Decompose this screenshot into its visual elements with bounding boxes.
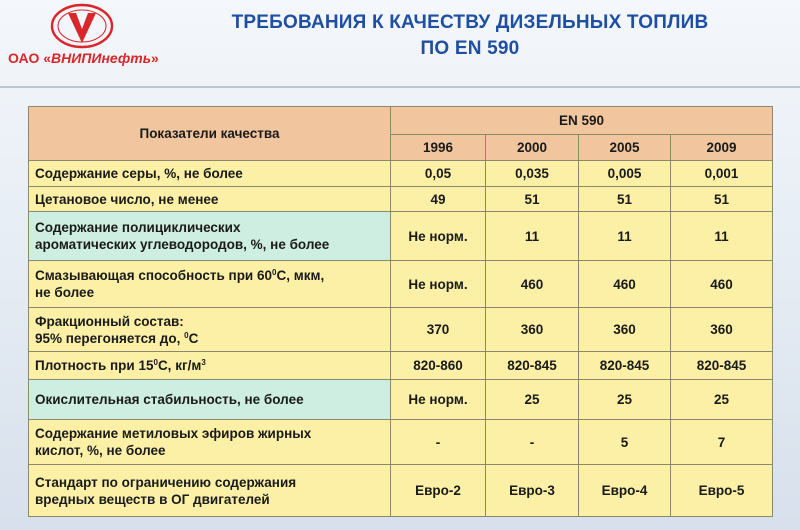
- table-cell: 5: [579, 420, 671, 465]
- table-cell: 0,005: [579, 161, 671, 187]
- table-cell: Евро-3: [486, 465, 579, 517]
- title-line-1: ТРЕБОВАНИЯ К КАЧЕСТВУ ДИЗЕЛЬНЫХ ТОПЛИВ: [231, 12, 709, 33]
- table-cell: 360: [671, 308, 773, 352]
- table-cell: 0,001: [671, 161, 773, 187]
- table-cell: 25: [486, 380, 579, 420]
- table-cell: 0,05: [391, 161, 486, 187]
- row-label: Содержание метиловых эфиров жирных кислот, %, не более: [29, 420, 391, 465]
- row-label: Плотность при $15^0С$, $кг/м^3$: [29, 352, 391, 380]
- title-line-2: ПО EN 590: [420, 38, 520, 59]
- table-cell: 360: [486, 308, 579, 352]
- table-cell: 460: [671, 261, 773, 308]
- row-label: Цетановое число, не менее: [29, 187, 391, 212]
- table-cell: Не норм.: [391, 261, 486, 308]
- standard-header: EN 590: [391, 107, 773, 135]
- param-header: Показатели качества: [29, 107, 391, 161]
- table-cell: Евро-2: [391, 465, 486, 517]
- table-cell: 11: [486, 212, 579, 261]
- table-cell: Евро-5: [671, 465, 773, 517]
- table-row: [29, 420, 773, 465]
- slide-title: [180, 10, 760, 62]
- year-header: 2005: [579, 135, 671, 161]
- table-cell: 820-845: [671, 352, 773, 380]
- table-row: [29, 308, 773, 352]
- table-row: [29, 380, 773, 420]
- table-cell: 11: [671, 212, 773, 261]
- table-row: [29, 161, 773, 187]
- table-cell: 25: [579, 380, 671, 420]
- table-cell: 25: [671, 380, 773, 420]
- table-cell: Не норм.: [391, 380, 486, 420]
- table-cell: 51: [671, 187, 773, 212]
- table-cell: 460: [486, 261, 579, 308]
- table-cell: 820-845: [579, 352, 671, 380]
- table-cell: 0,035: [486, 161, 579, 187]
- table-cell: 370: [391, 308, 486, 352]
- table-row: [29, 261, 773, 308]
- year-header: 2000: [486, 135, 579, 161]
- row-label: Содержание серы, %, не более: [29, 161, 391, 187]
- company-name: ОАО «ВНИПИнефть»: [8, 50, 159, 66]
- table-cell: 51: [579, 187, 671, 212]
- table-cell: 360: [579, 308, 671, 352]
- table-row: [29, 212, 773, 261]
- table-row: [29, 187, 773, 212]
- table-cell: Евро-4: [579, 465, 671, 517]
- row-label: Фракционный состав: 95% перегоняется до, $^0$С: [29, 308, 391, 352]
- row-label: Содержание полициклических ароматических углеводородов, %, не более: [29, 212, 391, 261]
- quality-requirements-table: [28, 106, 773, 517]
- header-divider: [0, 86, 800, 88]
- table-cell: Не норм.: [391, 212, 486, 261]
- slide-header: [0, 0, 800, 92]
- row-label: Стандарт по ограничению содержания вредных веществ в ОГ двигателей: [29, 465, 391, 517]
- table-cell: -: [391, 420, 486, 465]
- table-cell: 51: [486, 187, 579, 212]
- row-label: Смазывающая способность при $60^0С$, мкм, не более: [29, 261, 391, 308]
- table-cell: -: [486, 420, 579, 465]
- table-cell: 820-845: [486, 352, 579, 380]
- row-label: Окислительная стабильность, не более: [29, 380, 391, 420]
- year-header: 2009: [671, 135, 773, 161]
- table-cell: 49: [391, 187, 486, 212]
- year-header: 1996: [391, 135, 486, 161]
- table-cell: 820-860: [391, 352, 486, 380]
- table-cell: 7: [671, 420, 773, 465]
- table-cell: 460: [579, 261, 671, 308]
- table-header-row: [29, 107, 773, 135]
- company-logo-icon: [50, 3, 114, 49]
- table-row: [29, 352, 773, 380]
- table-cell: 11: [579, 212, 671, 261]
- table-row: [29, 465, 773, 517]
